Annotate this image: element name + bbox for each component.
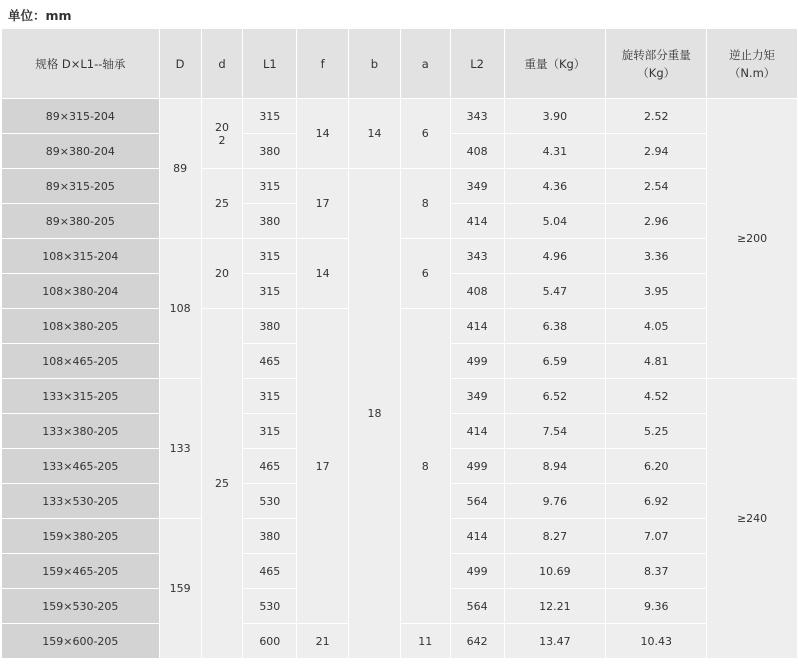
header-b: b xyxy=(349,29,401,99)
rotating-weight-cell: 3.95 xyxy=(606,274,707,309)
rotating-weight-cell: 5.25 xyxy=(606,414,707,449)
L2-cell: 499 xyxy=(450,344,504,379)
d-cell: 20 xyxy=(201,239,243,309)
L2-cell: 414 xyxy=(450,414,504,449)
L2-cell: 564 xyxy=(450,589,504,624)
L1-cell: 315 xyxy=(243,379,297,414)
table-row xyxy=(2,239,798,274)
D-cell: 133 xyxy=(159,379,201,519)
torque-cell: ≥200 xyxy=(707,99,798,379)
a-cell: 6 xyxy=(400,239,450,309)
weight-cell: 5.47 xyxy=(504,274,606,309)
L1-cell: 315 xyxy=(243,99,297,134)
L2-cell: 408 xyxy=(450,134,504,169)
spec-cell: 159×380-205 xyxy=(2,519,160,554)
rotating-weight-cell: 10.43 xyxy=(606,624,707,659)
weight-cell: 6.52 xyxy=(504,379,606,414)
d-cell-line2: 2 xyxy=(218,133,226,147)
a-cell: 11 xyxy=(400,624,450,659)
f-cell: 17 xyxy=(297,309,349,624)
weight-cell: 3.90 xyxy=(504,99,606,134)
L1-cell: 380 xyxy=(243,134,297,169)
weight-cell: 6.38 xyxy=(504,309,606,344)
f-cell: 17 xyxy=(297,169,349,239)
weight-cell: 4.31 xyxy=(504,134,606,169)
unit-label: 单位：mm xyxy=(8,8,72,23)
spec-table xyxy=(1,28,798,659)
header-weight: 重量（Kg） xyxy=(504,29,606,99)
spec-cell: 89×380-205 xyxy=(2,204,160,239)
b-cell: 18 xyxy=(349,169,401,659)
L2-cell: 642 xyxy=(450,624,504,659)
header-L2: L2 xyxy=(450,29,504,99)
d-cell-line1: 20 xyxy=(214,120,229,134)
weight-cell: 5.04 xyxy=(504,204,606,239)
rotating-weight-cell: 7.07 xyxy=(606,519,707,554)
rotating-weight-cell: 4.81 xyxy=(606,344,707,379)
rotating-weight-cell: 6.20 xyxy=(606,449,707,484)
d-cell xyxy=(201,99,243,169)
L2-cell: 414 xyxy=(450,204,504,239)
L1-cell: 465 xyxy=(243,554,297,589)
L1-cell: 530 xyxy=(243,589,297,624)
d-cell: 25 xyxy=(201,309,243,659)
header-row xyxy=(2,29,798,99)
L1-cell: 465 xyxy=(243,449,297,484)
header-rotating-weight-line2: （Kg） xyxy=(637,65,676,80)
L1-cell: 315 xyxy=(243,274,297,309)
spec-cell: 133×380-205 xyxy=(2,414,160,449)
header-D: D xyxy=(159,29,201,99)
f-cell: 14 xyxy=(297,99,349,169)
rotating-weight-cell: 2.94 xyxy=(606,134,707,169)
header-spec: 规格 D×L1--轴承 xyxy=(2,29,160,99)
header-torque xyxy=(707,29,798,99)
spec-cell: 159×465-205 xyxy=(2,554,160,589)
weight-cell: 12.21 xyxy=(504,589,606,624)
header-a: a xyxy=(400,29,450,99)
header-L1: L1 xyxy=(243,29,297,99)
rotating-weight-cell: 6.92 xyxy=(606,484,707,519)
L2-cell: 414 xyxy=(450,519,504,554)
spec-cell: 89×315-204 xyxy=(2,99,160,134)
L1-cell: 315 xyxy=(243,414,297,449)
header-rotating-weight-line1: 旋转部分重量 xyxy=(621,47,691,62)
D-cell: 89 xyxy=(159,99,201,239)
spec-cell: 108×380-205 xyxy=(2,309,160,344)
L2-cell: 343 xyxy=(450,239,504,274)
rotating-weight-cell: 9.36 xyxy=(606,589,707,624)
spec-cell: 133×530-205 xyxy=(2,484,160,519)
spec-cell: 133×315-205 xyxy=(2,379,160,414)
spec-cell: 108×315-204 xyxy=(2,239,160,274)
d-cell: 25 xyxy=(201,169,243,239)
spec-cell: 108×465-205 xyxy=(2,344,160,379)
L2-cell: 564 xyxy=(450,484,504,519)
weight-cell: 10.69 xyxy=(504,554,606,589)
header-torque-line1: 逆止力矩 xyxy=(729,47,776,62)
spec-cell: 108×380-204 xyxy=(2,274,160,309)
L2-cell: 499 xyxy=(450,554,504,589)
L1-cell: 315 xyxy=(243,239,297,274)
b-cell: 14 xyxy=(349,99,401,169)
table-row xyxy=(2,624,798,659)
rotating-weight-cell: 4.05 xyxy=(606,309,707,344)
L2-cell: 414 xyxy=(450,309,504,344)
weight-cell: 4.36 xyxy=(504,169,606,204)
header-torque-line2: （N.m） xyxy=(728,65,776,80)
rotating-weight-cell: 2.54 xyxy=(606,169,707,204)
rotating-weight-cell: 2.52 xyxy=(606,99,707,134)
a-cell: 6 xyxy=(400,99,450,169)
L1-cell: 530 xyxy=(243,484,297,519)
spec-cell: 159×530-205 xyxy=(2,589,160,624)
L1-cell: 380 xyxy=(243,309,297,344)
rotating-weight-cell: 8.37 xyxy=(606,554,707,589)
rotating-weight-cell: 3.36 xyxy=(606,239,707,274)
L2-cell: 349 xyxy=(450,169,504,204)
a-cell: 8 xyxy=(400,309,450,624)
L1-cell: 465 xyxy=(243,344,297,379)
weight-cell: 8.94 xyxy=(504,449,606,484)
a-cell: 8 xyxy=(400,169,450,239)
L1-cell: 380 xyxy=(243,519,297,554)
header-rotating-weight xyxy=(606,29,707,99)
L2-cell: 349 xyxy=(450,379,504,414)
table-row xyxy=(2,309,798,344)
spec-cell: 89×315-205 xyxy=(2,169,160,204)
torque-cell: ≥240 xyxy=(707,379,798,659)
weight-cell: 9.76 xyxy=(504,484,606,519)
weight-cell: 6.59 xyxy=(504,344,606,379)
L2-cell: 408 xyxy=(450,274,504,309)
spec-cell: 159×600-205 xyxy=(2,624,160,659)
table-row xyxy=(2,99,798,134)
rotating-weight-cell: 4.52 xyxy=(606,379,707,414)
f-cell: 14 xyxy=(297,239,349,309)
L2-cell: 499 xyxy=(450,449,504,484)
header-d: d xyxy=(201,29,243,99)
spec-cell: 89×380-204 xyxy=(2,134,160,169)
L2-cell: 343 xyxy=(450,99,504,134)
f-cell: 21 xyxy=(297,624,349,659)
rotating-weight-cell: 2.96 xyxy=(606,204,707,239)
weight-cell: 8.27 xyxy=(504,519,606,554)
L1-cell: 600 xyxy=(243,624,297,659)
weight-cell: 7.54 xyxy=(504,414,606,449)
header-f: f xyxy=(297,29,349,99)
D-cell: 108 xyxy=(159,239,201,379)
spec-cell: 133×465-205 xyxy=(2,449,160,484)
weight-cell: 13.47 xyxy=(504,624,606,659)
weight-cell: 4.96 xyxy=(504,239,606,274)
D-cell: 159 xyxy=(159,519,201,659)
L1-cell: 315 xyxy=(243,169,297,204)
table-row xyxy=(2,169,798,204)
L1-cell: 380 xyxy=(243,204,297,239)
